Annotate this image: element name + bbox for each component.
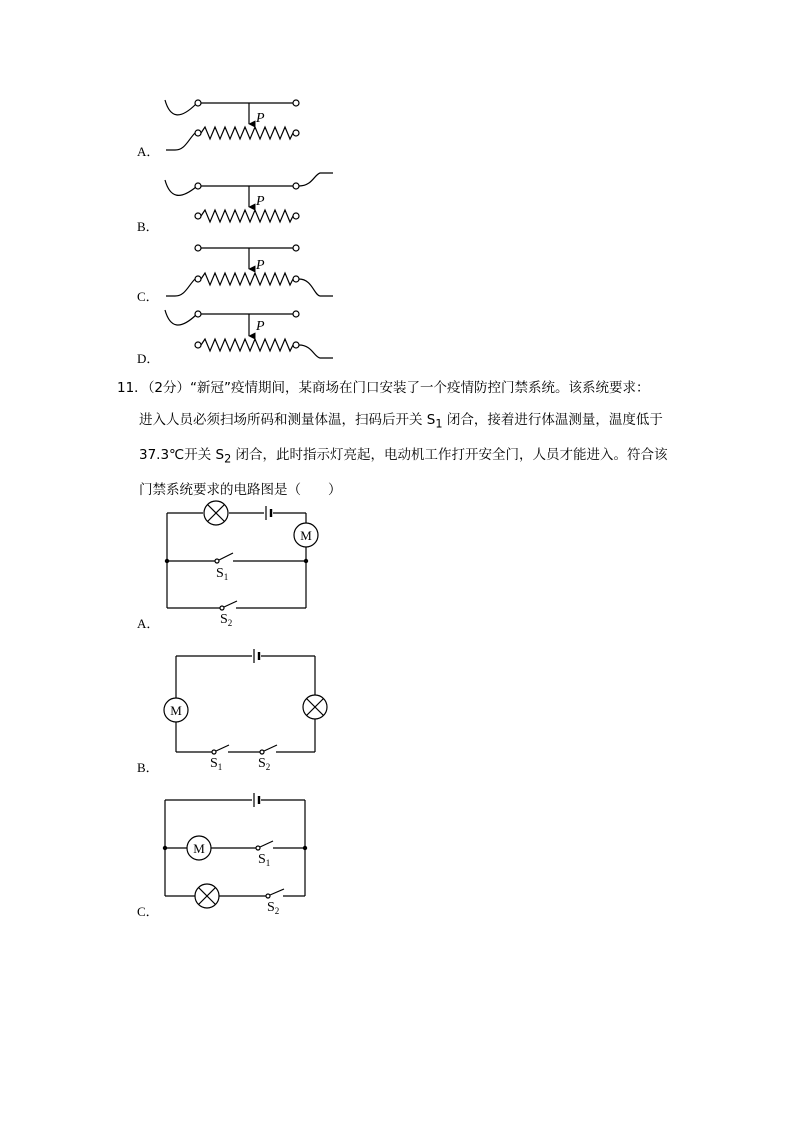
question-text-1: “新冠”疫情期间，某商场在门口安装了一个疫情防控门禁系统。该系统要求： bbox=[190, 380, 650, 396]
option-label-prev-b: B． bbox=[137, 219, 159, 234]
question-text-3: 37.3℃开关 S bbox=[139, 446, 225, 463]
option-label-a: A． bbox=[137, 616, 160, 631]
switch-s2-a bbox=[220, 601, 237, 610]
motor-label-a: M bbox=[300, 528, 312, 543]
circuit-option-b bbox=[176, 656, 315, 752]
switch-s2-c bbox=[266, 889, 284, 898]
switch-s1-a bbox=[215, 553, 233, 563]
slider-label-b: P bbox=[256, 194, 265, 209]
question-text-2b: 闭合，接着进行体温测量，温度低于 bbox=[442, 411, 663, 428]
circuit-option-c bbox=[165, 800, 305, 896]
lamp-icon-b bbox=[303, 695, 327, 719]
option-label-prev-a: A． bbox=[137, 144, 160, 159]
subscript-2: 2 bbox=[224, 452, 232, 466]
switch-label-s1-c: $S_1$ bbox=[258, 852, 271, 868]
circuit-option-a bbox=[167, 513, 306, 608]
motor-label-c: M bbox=[193, 841, 205, 856]
switch-s2-b bbox=[260, 745, 277, 754]
option-label-c: C． bbox=[137, 904, 159, 919]
switch-label-s1-a: $S_1$ bbox=[216, 566, 229, 582]
lamp-icon-a bbox=[204, 501, 228, 525]
option-label-prev-c: C． bbox=[137, 289, 159, 304]
question-text-4: 门禁系统要求的电路图是（ ） bbox=[139, 481, 342, 498]
switch-label-s1-b: $S_1$ bbox=[210, 756, 223, 772]
switch-label-s2-c: $S_2$ bbox=[267, 900, 280, 916]
question-text-2: 进入人员必须扫场所码和测量体温，扫码后开关 S bbox=[139, 411, 436, 428]
battery-icon-b bbox=[254, 649, 259, 663]
switch-s1-c bbox=[256, 841, 273, 850]
battery-icon-a bbox=[266, 506, 271, 520]
slider-label-a: P bbox=[256, 111, 265, 126]
question-text-3b: 闭合，此时指示灯亮起，电动机工作打开安全门，人员才能进入。符合该 bbox=[231, 446, 668, 463]
switch-label-s2-b: $S_2$ bbox=[258, 756, 271, 772]
motor-label-b: M bbox=[170, 703, 182, 718]
subscript-1: 1 bbox=[435, 417, 443, 431]
switch-label-s2-a: $S_2$ bbox=[220, 612, 233, 628]
slider-label-d: P bbox=[256, 319, 265, 334]
option-label-prev-d: D． bbox=[137, 351, 160, 366]
slider-label-c: P bbox=[256, 258, 265, 273]
lamp-icon-c bbox=[195, 884, 219, 908]
battery-icon-c bbox=[254, 793, 259, 807]
question-score: （2分） bbox=[147, 380, 191, 396]
question-number: 11． bbox=[117, 380, 148, 396]
switch-s1-b bbox=[212, 745, 229, 754]
option-label-b: B． bbox=[137, 760, 159, 775]
